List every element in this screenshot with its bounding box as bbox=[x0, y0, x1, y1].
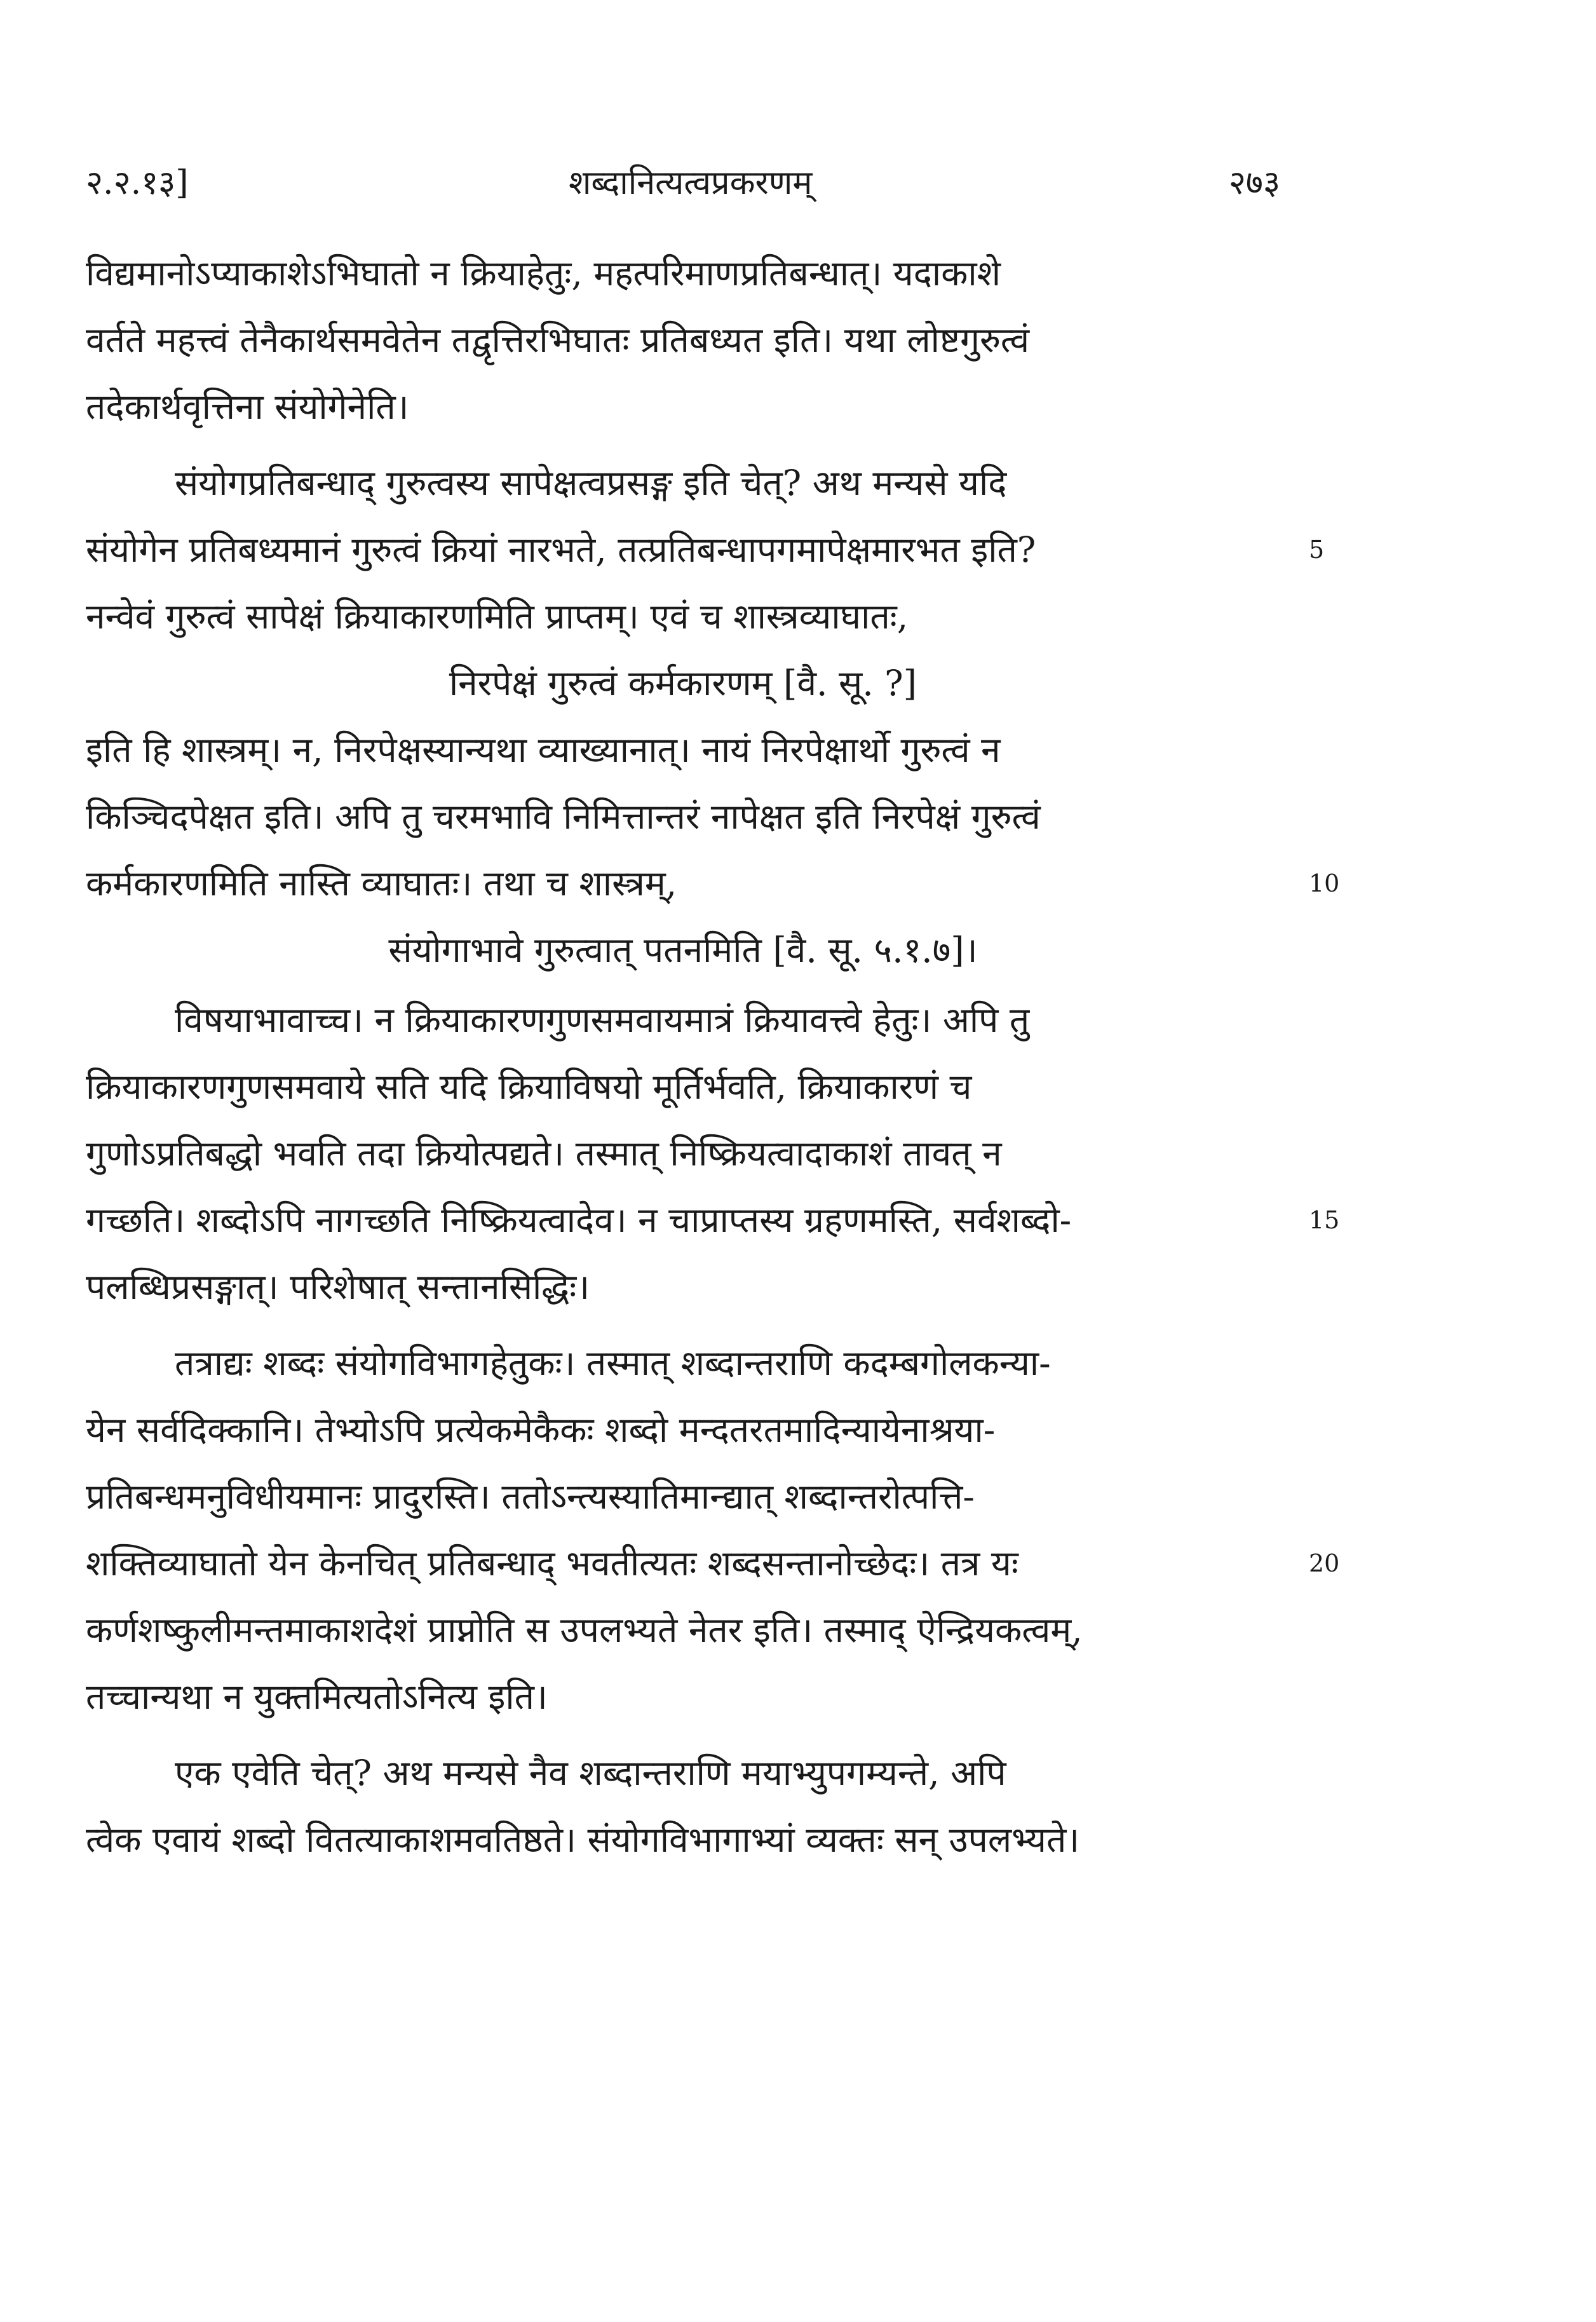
text-line: नन्वेवं गुरुत्वं सापेक्षं क्रियाकारणमिति प्राप्तम्। एवं च शास्त्रव्याघातः, bbox=[86, 596, 909, 637]
text-line: त्वेक एवायं शब्दो वितत्याकाशमवतिष्ठते। संयोगविभागाभ्यां व्यक्तः सन् उपलभ्यते। bbox=[86, 1819, 1080, 1860]
text-line: वर्तते महत्त्वं तेनैकार्थसमवेतेन तद्वृत्तिरभिघातः प्रतिबध्यत इति। यथा लोष्टगुरुत्वं bbox=[86, 320, 1030, 360]
text-line: संयोगेन प्रतिबध्यमानं गुरुत्वं क्रियां नारभते, तत्प्रतिबन्धापगमापेक्षमारभत इति? bbox=[86, 529, 1036, 570]
running-header bbox=[86, 159, 1280, 210]
text-line: येन सर्वदिक्कानि। तेभ्योऽपि प्रत्येकमेकैकः शब्दो मन्दतरतमादिन्यायेनाश्रया- bbox=[86, 1409, 996, 1450]
line-number: 5 bbox=[1309, 536, 1325, 564]
text-line: क्रियाकारणगुणसमवाये सति यदि क्रियाविषयो मूर्तिर्भवति, क्रियाकारणं च bbox=[86, 1066, 972, 1107]
text-line: तदेकार्थवृत्तिना संयोगेनेति। bbox=[86, 386, 409, 427]
text-line: इति हि शास्त्रम्। न, निरपेक्षस्यान्यथा व्याख्यानात्। नायं निरपेक्षार्थो गुरुत्वं न bbox=[86, 730, 1001, 770]
line-number: 20 bbox=[1309, 1549, 1340, 1577]
text-line: किञ्चिदपेक्षत इति। अपि तु चरमभावि निमित्तान्तरं नापेक्षत इति निरपेक्षं गुरुत्वं bbox=[86, 796, 1041, 837]
line-number: 15 bbox=[1309, 1206, 1340, 1234]
text-line: संयोगप्रतिबन्धाद् गुरुत्वस्य सापेक्षत्वप्रसङ्ग इति चेत्? अथ मन्यसे यदि bbox=[175, 463, 1007, 503]
text-line: गुणोऽप्रतिबद्धो भवति तदा क्रियोत्पद्यते। तस्मात् निष्क्रियत्वादाकाशं तावत् न bbox=[86, 1133, 1002, 1174]
text-line: शक्तिव्याघातो येन केनचित् प्रतिबन्धाद् भवतीत्यतः शब्दसन्तानोच्छेदः। तत्र यः bbox=[86, 1543, 1018, 1584]
text-line: विषयाभावाच्च। न क्रियाकारणगुणसमवायमात्रं क्रियावत्त्वे हेतुः। अपि तु bbox=[175, 1000, 1030, 1040]
text-line: एक एवेति चेत्? अथ मन्यसे नैव शब्दान्तराणि मयाभ्युपगम्यन्ते, अपि bbox=[175, 1753, 1006, 1793]
text-line: पलब्धिप्रसङ्गात्। परिशेषात् सन्तानसिद्धिः। bbox=[86, 1266, 590, 1307]
text-line: तच्चान्यथा न युक्तमित्यतोऽनित्य इति। bbox=[86, 1676, 548, 1717]
quoted-verse: निरपेक्षं गुरुत्वं कर्मकारणम् [वै. सू. ?] bbox=[449, 663, 917, 703]
text-line: तत्राद्यः शब्दः संयोगविभागहेतुकः। तस्मात् शब्दान्तराणि कदम्बगोलकन्या- bbox=[175, 1343, 1051, 1383]
text-line: कर्णशष्कुलीमन्तमाकाशदेशं प्राप्नोति स उपलभ्यते नेतर इति। तस्माद् ऐन्द्रियकत्वम्, bbox=[86, 1610, 1083, 1650]
text-line: कर्मकारणमिति नास्ति व्याघातः। तथा च शास्त्रम्, bbox=[86, 863, 677, 904]
quoted-verse: संयोगाभावे गुरुत्वात् पतनमिति [वै. सू. ५.१.७]। bbox=[388, 930, 978, 970]
text-line: प्रतिबन्धमनुविधीयमानः प्रादुरस्ति। ततोऽन्त्यस्यातिमान्द्यात् शब्दान्तरोत्पत्ति- bbox=[86, 1476, 975, 1517]
section-number: २.२.१३] bbox=[86, 164, 189, 202]
text-line: गच्छति। शब्दोऽपि नागच्छति निष्क्रियत्वादेव। न चाप्राप्तस्य ग्रहणमस्ति, सर्वशब्दो- bbox=[86, 1200, 1072, 1240]
line-number: 10 bbox=[1309, 869, 1340, 897]
page-number: २७३ bbox=[1228, 164, 1280, 202]
text-line: विद्यमानोऽप्याकाशेऽभिघातो न क्रियाहेतुः, महत्परिमाणप्रतिबन्धात्। यदाकाशे bbox=[86, 253, 1001, 294]
running-title: शब्दानित्यत्वप्रकरणम् bbox=[569, 164, 813, 202]
